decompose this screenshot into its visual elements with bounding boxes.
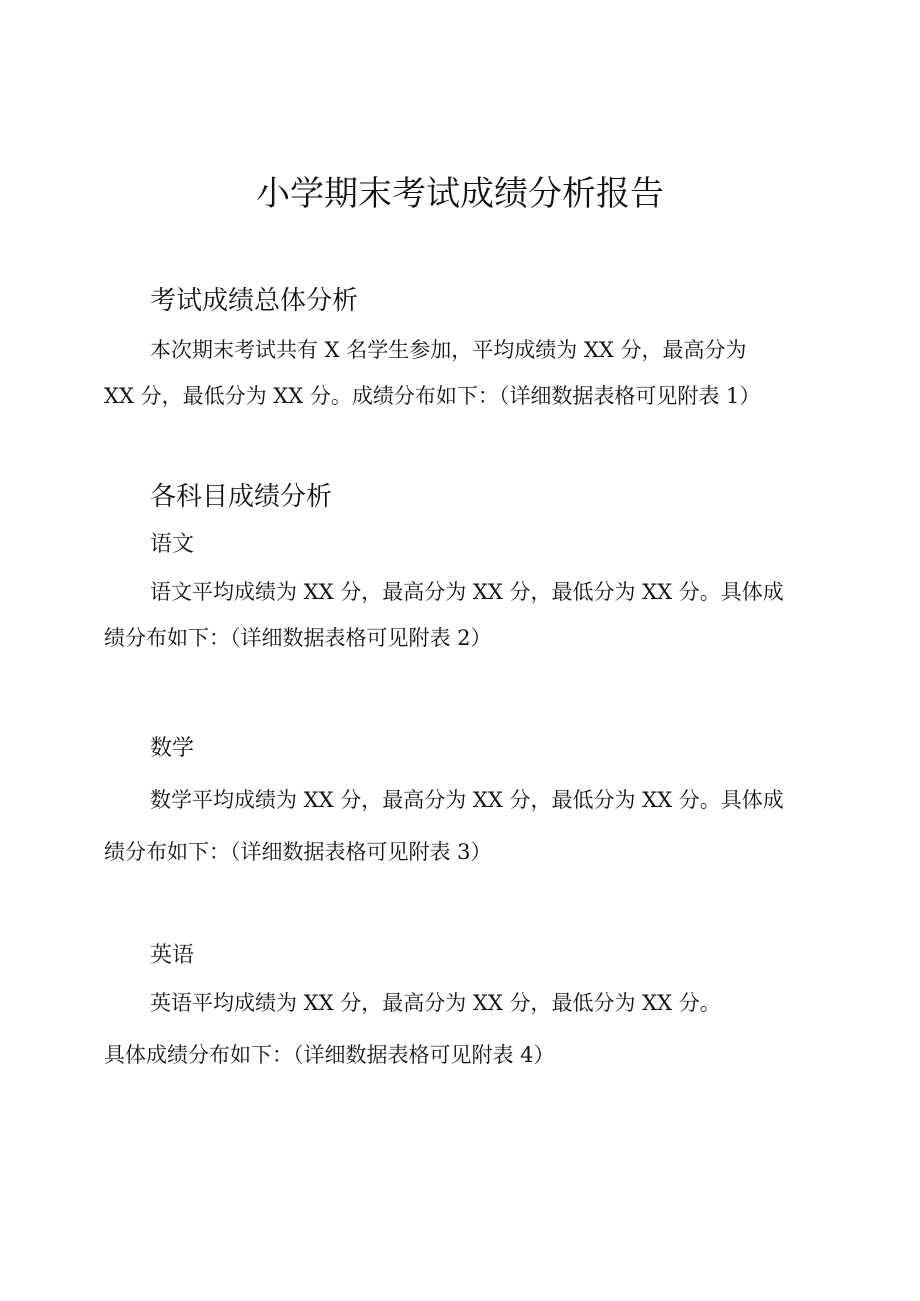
document-title: 小学期末考试成绩分析报告 [256, 174, 664, 214]
english-paragraph-line-2: 具体成绩分布如下：（详细数据表格可见附表 4） [104, 1043, 555, 1067]
section-heading-subjects: 各科目成绩分析 [150, 482, 333, 512]
math-paragraph-line-2: 绩分布如下：（详细数据表格可见附表 3） [104, 840, 492, 864]
chinese-paragraph-line-2: 绩分布如下：（详细数据表格可见附表 2） [104, 626, 492, 650]
subject-heading-chinese: 语文 [150, 532, 195, 557]
chinese-paragraph-line-1: 语文平均成绩为 XX 分，最高分为 XX 分，最低分为 XX 分。具体成 [150, 580, 784, 604]
section-heading-overall: 考试成绩总体分析 [150, 286, 359, 316]
overall-paragraph-line-2: XX 分，最低分为 XX 分。成绩分布如下：（详细数据表格可见附表 1） [104, 384, 761, 408]
subject-heading-english: 英语 [150, 943, 195, 968]
english-paragraph-line-1: 英语平均成绩为 XX 分，最高分为 XX 分，最低分为 XX 分。 [150, 991, 721, 1015]
overall-paragraph-line-1: 本次期末考试共有 X 名学生参加，平均成绩为 XX 分，最高分为 [150, 338, 747, 362]
subject-heading-math: 数学 [150, 736, 195, 761]
math-paragraph-line-1: 数学平均成绩为 XX 分，最高分为 XX 分，最低分为 XX 分。具体成 [150, 788, 784, 812]
